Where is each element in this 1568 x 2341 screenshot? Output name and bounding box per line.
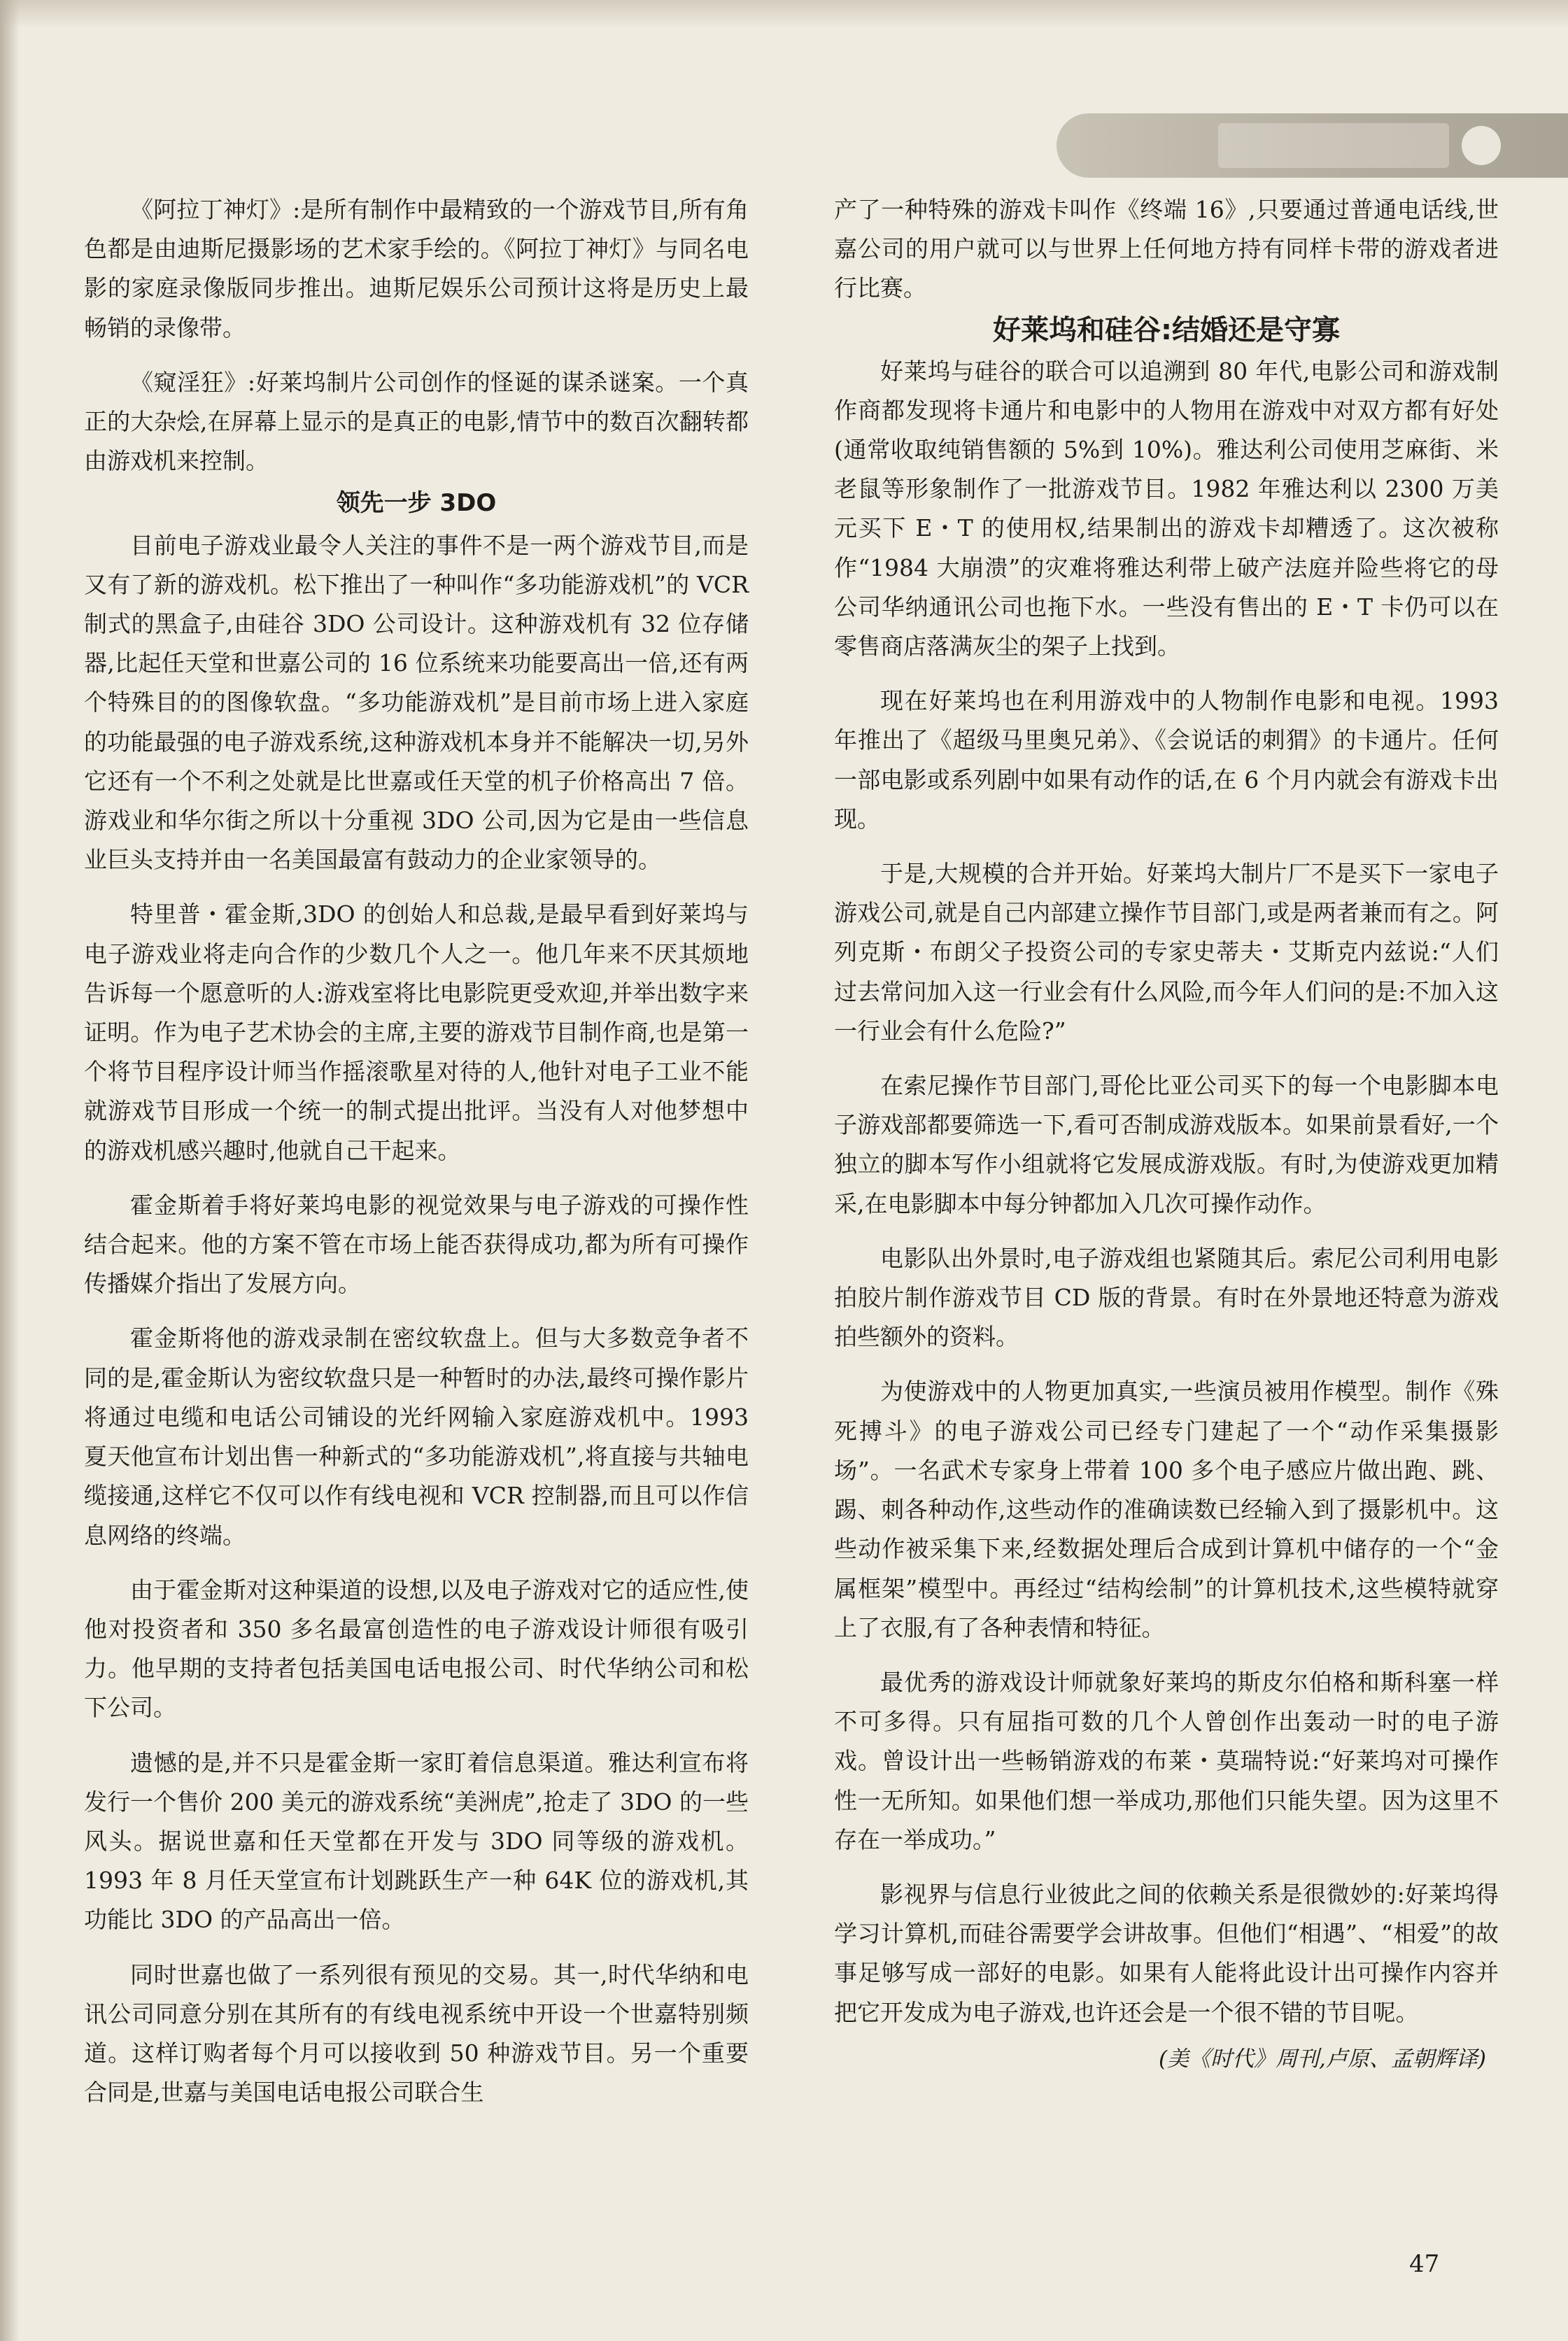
section-heading-hollywood: 好莱坞和硅谷:结婚还是守寡: [993, 313, 1340, 346]
paragraph-location-shoots: 电影队出外景时,电子游戏组也紧随其后。索尼公司利用电影拍胶片制作游戏节目 CD 版的背景。有时在外景地还特意为游戏拍些额外的资料。: [834, 1244, 1499, 1351]
paragraph-voyeur: 《窥淫狂》:好莱坞制片公司创作的怪诞的谋杀谜案。一个真正的大杂烩,在屏幕上显示的是真正的电影,情节中的数百次翻转都由游戏机来控制。: [84, 368, 749, 475]
source-credit: (美《时代》周刊,卢原、孟朝辉译): [1158, 2046, 1486, 2072]
paragraph-sony: 在索尼操作节目部门,哥伦比亚公司买下的每一个电影脚本电子游戏部都要筛选一下,看可否制成游戏版本。如果前景看好,一个独立的脚本写作小组就将它发展成游戏版。有时,为使游戏更加精采,在电影脚本中每分钟都加入几次可操作动作。: [834, 1072, 1499, 1217]
page-number: 47: [1409, 2250, 1440, 2278]
paragraph-investors: 由于霍金斯对这种渠道的设想,以及电子游戏对它的适应性,使他对投资者和 350 多名最富创造性的电子游戏设计师很有吸引力。他早期的支持者包括美国电话电报公司、时代华纳公司和松下公司。: [84, 1576, 749, 1722]
scan-shadow-left: [0, 0, 20, 2341]
paragraph-hawkins-disc: 霍金斯将他的游戏录制在密纹软盘上。但与大多数竞争者不同的是,霍金斯认为密纹软盘只是一种暂时的办法,最终可操作影片将通过电缆和电话公司铺设的光纤网输入家庭游戏机中。1993 夏天他宣布计划出售一种新式的“多功能游戏机”,将直接与共轴电缆接通,这样它不仅可以作有线电视和 VCR 控制器,而且可以作信息网络的终端。: [84, 1324, 749, 1549]
paragraph-competition: 遗憾的是,并不只是霍金斯一家盯着信息渠道。雅达利宣布将发行一个售价 200 美元的游戏系统“美洲虎”,抢走了 3DO 的一些风头。据说世嘉和任天堂都在开发与 3DO 同等级的游戏机。1993 年 8 月任天堂宣布计划跳跃生产一种 64K 位的游戏机,其功能比 3DO 的产品高出一倍。: [84, 1748, 749, 1934]
paragraph-designers: 最优秀的游戏设计师就象好莱坞的斯皮尔伯格和斯科塞一样不可多得。只有屈指可数的几个人曾创作出轰动一时的电子游戏。曾设计出一些畅销游戏的布莱・莫瑞特说:“好莱坞对可操作性一无所知。如果他们想一举成功,那他们只能失望。因为这里不存在一举成功。”: [834, 1668, 1499, 1853]
paragraph-hawkins-vision: 霍金斯着手将好莱坞电影的视觉效果与电子游戏的可操作性结合起来。他的方案不管在市场上能否获得成功,都为所有可操作传播媒介指出了发展方向。: [84, 1191, 749, 1298]
paragraph-continued: 产了一种特殊的游戏卡叫作《终端 16》,只要通过普通电话线,世嘉公司的用户就可以与世界上任何地方持有同样卡带的游戏者进行比赛。: [834, 196, 1499, 302]
paragraph-mergers: 于是,大规模的合并开始。好莱坞大制片厂不是买下一家电子游戏公司,就是自己内部建立操作节目部门,或是两者兼而有之。阿列克斯・布朗父子投资公司的专家史蒂夫・艾斯克内兹说:“人们过去常问加入这一行业会有什么风险,而今年人们问的是:不加入这一行业会有什么危险?”: [834, 860, 1499, 1045]
paragraph-sega-deals: 同时世嘉也做了一系列很有预见的交易。其一,时代华纳和电讯公司同意分别在其所有的有线电视系统中开设一个世嘉特别频道。这样订购者每个月可以接收到 50 种游戏节目。另一个重要合同是,世嘉与美国电话电报公司联合生: [84, 1960, 749, 2107]
scan-shadow-top: [0, 0, 1568, 28]
left-column: [84, 190, 749, 2112]
section-header-tab: [1057, 113, 1568, 178]
paragraph-history: 好莱坞与硅谷的联合可以追溯到 80 年代,电影公司和游戏制作商都发现将卡通片和电影中的人物用在游戏中对双方都有好处(通常收取纯销售额的 5%到 10%)。雅达利公司使用芝麻街、米老鼠等形象制作了一批游戏节目。1982 年雅达利以 2300 万美元买下 E・T 的使用权,结果制出的游戏卡却糟透了。这次被称作“1984 大崩溃”的灾难将雅达利带上破产法庭并险些将它的母公司华纳通讯公司也拖下水。一些没有售出的 E・T 卡仍可以在零售商店落满灰尘的架子上找到。: [834, 357, 1499, 660]
paragraph-movies-from-games: 现在好莱坞也在利用游戏中的人物制作电影和电视。1993 年推出了《超级马里奥兄弟》、《会说话的刺猬》的卡通片。任何一部电影或系列剧中如果有动作的话,在 6 个月内就会有游戏卡出现。: [834, 687, 1499, 833]
header-tab-circle-icon: [1462, 126, 1501, 165]
section-heading-3do: 领先一步 3DO: [336, 489, 497, 518]
paragraph-hawkins-intro: 特里普・霍金斯,3DO 的创始人和总裁,是最早看到好莱坞与电子游戏业将走向合作的少数几个人之一。他几年来不厌其烦地告诉每一个愿意听的人:游戏室将比电影院更受欢迎,并举出数字来证明。作为电子艺术协会的主席,主要的游戏节目制作商,也是第一个将节目程序设计师当作摇滚歌星对待的人,他针对电子工业不能就游戏节目形成一个统一的制式提出批评。当没有人对他梦想中的游戏机感兴趣时,他就自己干起来。: [84, 900, 749, 1164]
paragraph-motion-capture: 为使游戏中的人物更加真实,一些演员被用作模型。制作《殊死搏斗》的电子游戏公司已经专门建起了一个“动作采集摄影场”。一名武术专家身上带着 100 多个电子感应片做出跑、跳、踢、刺各种动作,这些动作的准确读数已经输入到了摄影机中。这些动作被采集下来,经数据处理后合成到计算机中储存的一个“金属框架”模型中。再经过“结构绘制”的计算机技术,这些模特就穿上了衣服,有了各种表情和特征。: [834, 1378, 1499, 1641]
header-tab-faded-label: [1218, 123, 1449, 168]
right-column: [834, 190, 1499, 2079]
paragraph-conclusion: 影视界与信息行业彼此之间的依赖关系是很微妙的:好莱坞得学习计算机,而硅谷需要学会讲故事。但他们“相遇”、“相爱”的故事足够写成一部好的电影。如果有人能将此设计出可操作内容并把它开发成为电子游戏,也许还会是一个很不错的节目呢。: [834, 1880, 1499, 2026]
paragraph-3do-console: 目前电子游戏业最令人关注的事件不是一两个游戏节目,而是又有了新的游戏机。松下推出了一种叫作“多功能游戏机”的 VCR 制式的黑盒子,由硅谷 3DO 公司设计。这种游戏机有 32 位存储器,比起任天堂和世嘉公司的 16 位系统来功能要高出一倍,还有两个特殊目的的图像软盘。“多功能游戏机”是目前市场上进入家庭的功能最强的电子游戏系统,这种游戏机本身并不能解决一切,另外它还有一个不利之处就是比世嘉或任天堂的机子价格高出 7 倍。游戏业和华尔街之所以十分重视 3DO 公司,因为它是由一些信息业巨头支持并由一名美国最富有鼓动力的企业家领导的。: [84, 531, 749, 874]
paragraph-aladdin: 《阿拉丁神灯》:是所有制作中最精致的一个游戏节目,所有角色都是由迪斯尼摄影场的艺术家手绘的。《阿拉丁神灯》与同名电影的家庭录像版同步推出。迪斯尼娱乐公司预计这将是历史上最畅销的录像带。: [84, 196, 749, 341]
